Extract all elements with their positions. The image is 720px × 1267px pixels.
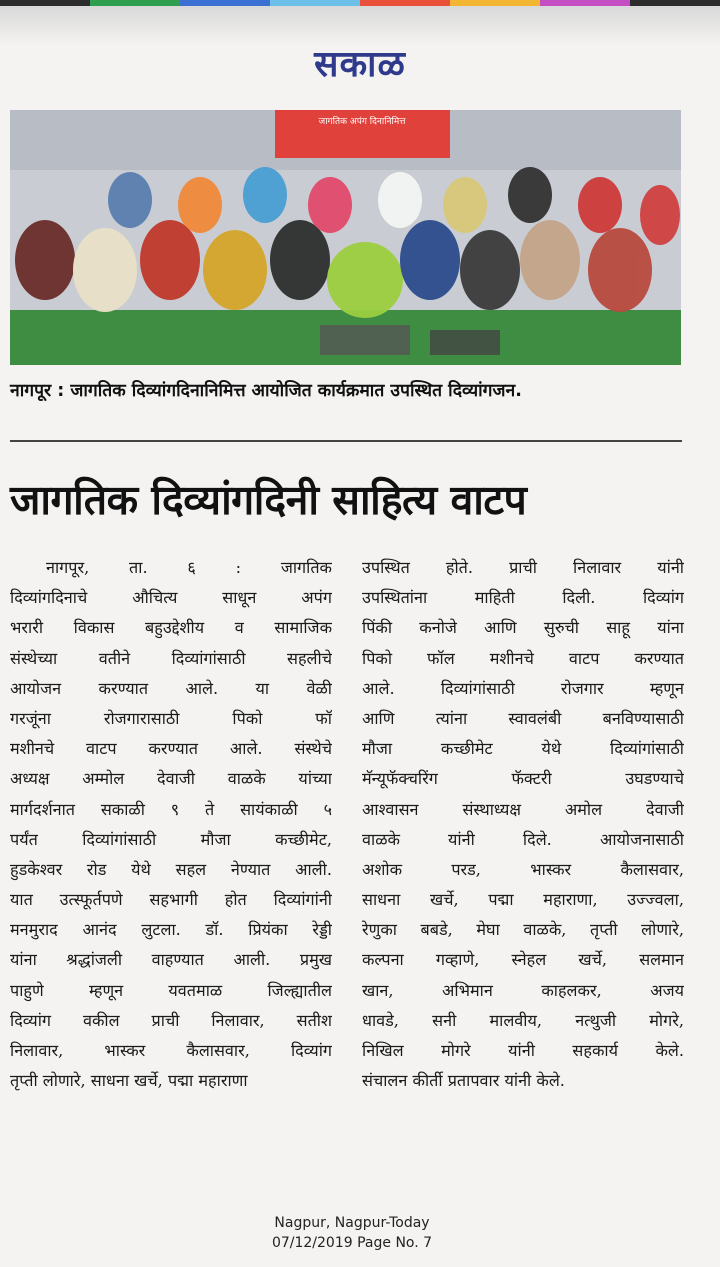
source-line: Nagpur, Nagpur-Today bbox=[274, 1215, 430, 1231]
article-line: वाळके यांनी दिले. आयोजनासाठी bbox=[362, 829, 684, 849]
article-line: तृप्ती लोणारे, साधना खर्चे, पद्मा महाराणा bbox=[10, 1071, 248, 1091]
article-line: निलावार, भास्कर कैलासवार, दिव्यांग bbox=[10, 1041, 332, 1060]
article-line: दिव्यांगदिनाचे औचित्य साधून अपंग bbox=[10, 588, 332, 608]
article-line: खान, अभिमान काहलकर, अजय bbox=[362, 980, 684, 1000]
date-page-line: 07/12/2019 Page No. 7 bbox=[271, 1235, 433, 1251]
article-line: पिको फॉल मशीनचे वाटप करण्यात bbox=[362, 648, 684, 668]
article-line: आणि त्यांना स्वावलंबी बनविण्यासाठी bbox=[362, 708, 684, 728]
article-column-2 bbox=[362, 553, 684, 1096]
article-line: पिंकी कनोजे आणि सुरुची साहू यांना bbox=[362, 618, 684, 638]
article-line: संचालन कीर्ती प्रतापवार यांनी केले. bbox=[362, 1071, 565, 1091]
event-photo bbox=[10, 110, 681, 365]
article-line: दिव्यांग वकील प्राची निलावार, सतीश bbox=[10, 1010, 332, 1030]
article-line: निखिल मोगरे यांनी सहकार्य केले. bbox=[362, 1041, 684, 1060]
article-line: हुडकेश्वर रोड येथे सहल नेण्यात आली. bbox=[10, 859, 332, 879]
article-line: मार्गदर्शनात सकाळी ९ ते सायंकाळी ५ bbox=[10, 799, 332, 819]
article-line: आले. दिव्यांगांसाठी रोजगार म्हणून bbox=[362, 678, 684, 698]
article-line: आयोजन करण्यात आले. या वेळी bbox=[10, 678, 332, 698]
article-line: पर्यंत दिव्यांगांसाठी मौजा कच्छीमेट, bbox=[10, 829, 332, 849]
article-line: आश्वासन संस्थाध्यक्ष अमोल देवाजी bbox=[362, 799, 684, 819]
article-line: धावडे, सनी मालवीय, नत्थुजी मोगरे, bbox=[362, 1010, 684, 1030]
article-line: नागपूर, ता. ६ : जागतिक bbox=[46, 558, 332, 577]
article-line: यात उत्स्फूर्तपणे सहभागी होत दिव्यांगांनी bbox=[10, 890, 332, 910]
article-headline: जागतिक दिव्यांगदिनी साहित्य वाटप bbox=[10, 476, 527, 524]
article-line: कल्पना गव्हाणे, स्नेहल खर्चे, सलमान bbox=[362, 950, 684, 970]
banner-text: जागतिक अपंग दिनानिमित्त bbox=[318, 117, 406, 127]
article-line: रेणुका बबडे, मेघा वाळके, तृप्ती लोणारे, bbox=[362, 920, 684, 940]
article-line: उपस्थितांना माहिती दिली. दिव्यांग bbox=[362, 588, 684, 608]
article-line: भरारी विकास बहुउद्देशीय व सामाजिक bbox=[10, 618, 332, 638]
article-column-1 bbox=[10, 553, 332, 1096]
article-line: मशीनचे वाटप करण्यात आले. संस्थेचे bbox=[10, 739, 332, 759]
article-line: साधना खर्चे, पद्मा महाराणा, उज्ज्वला, bbox=[362, 890, 684, 910]
article-line: अशोक परड, भास्कर कैलासवार, bbox=[362, 859, 684, 879]
newspaper-masthead: सकाळ bbox=[314, 44, 406, 85]
article-line: संस्थेच्या वतीने दिव्यांगांसाठी सहलीचे bbox=[10, 648, 332, 668]
article-line: मॅन्यूफॅक्चरिंग फॅक्टरी उघडण्याचे bbox=[362, 769, 684, 789]
source-footer bbox=[0, 1213, 704, 1253]
article-line: मनमुराद आनंद लुटला. डॉ. प्रियंका रेड्डी bbox=[10, 920, 332, 940]
article-line: मौजा कच्छीमेट येथे दिव्यांगांसाठी bbox=[362, 739, 684, 759]
article-line: अध्यक्ष अम्मोल देवाजी वाळके यांच्या bbox=[10, 769, 332, 789]
article-line: गरजूंना रोजगारासाठी पिको फॉ bbox=[10, 708, 332, 728]
photo-caption: नागपूर : जागतिक दिव्यांगदिनानिमित्त आयोजित कार्यक्रमात उपस्थित दिव्यांगजन. bbox=[10, 381, 522, 401]
article-line: पाहुणे म्हणून यवतमाळ जिल्ह्यातील bbox=[10, 980, 332, 1000]
article-line: यांना श्रद्धांजली वाहण्यात आली. प्रमुख bbox=[10, 950, 332, 970]
divider-rule bbox=[10, 440, 682, 442]
article-line: उपस्थित होते. प्राची निलावार यांनी bbox=[362, 558, 684, 577]
